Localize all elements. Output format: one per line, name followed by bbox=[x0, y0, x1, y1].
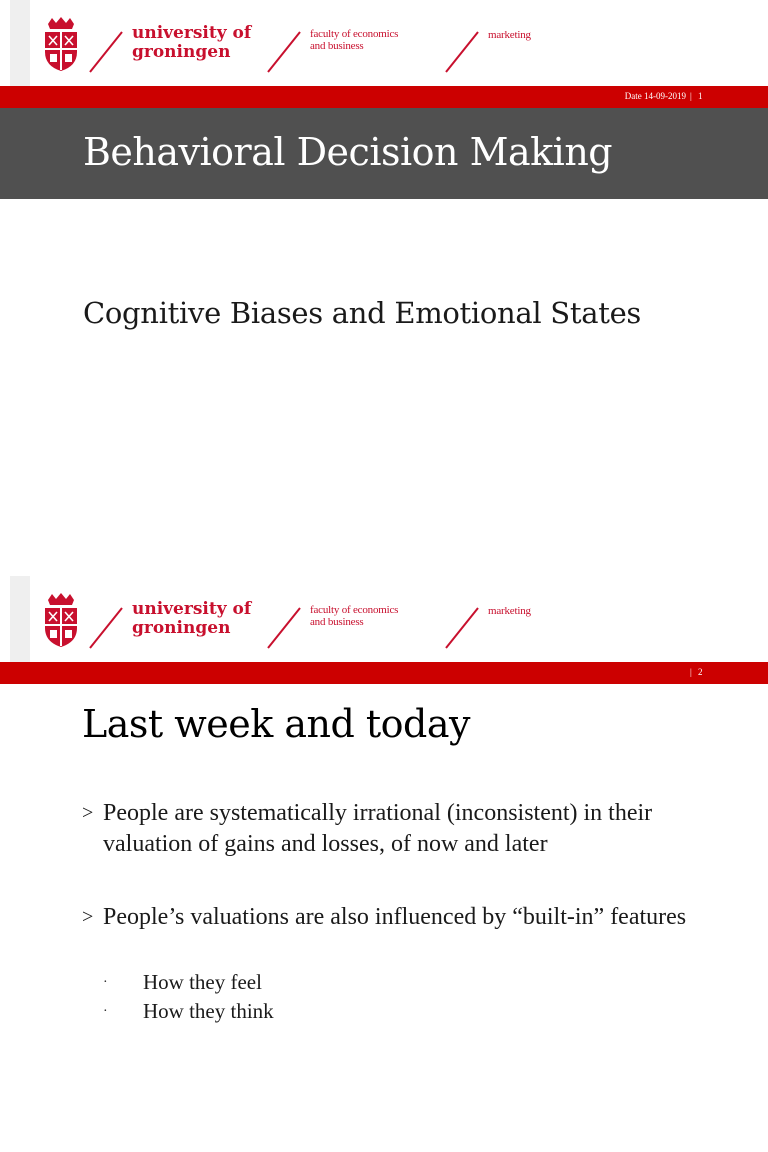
sub-bullet-text: How they feel bbox=[143, 970, 262, 994]
slide-info-bar bbox=[0, 662, 768, 684]
slash-divider-icon bbox=[88, 606, 124, 650]
separator: | bbox=[690, 91, 692, 101]
slide-title: Last week and today bbox=[82, 702, 470, 746]
page-number: 1 bbox=[698, 91, 703, 101]
department-name: marketing bbox=[488, 29, 531, 41]
bullet-list bbox=[82, 798, 722, 975]
bullet-text: People’s valuations are also influenced by “built-in” features bbox=[103, 904, 687, 930]
university-crest-icon bbox=[42, 16, 80, 72]
list-item bbox=[103, 997, 274, 1026]
bullet-marker: > bbox=[82, 906, 94, 928]
slide-info-bar bbox=[0, 86, 768, 108]
slide-title: Behavioral Decision Making bbox=[83, 130, 613, 174]
separator: | bbox=[690, 667, 692, 677]
slide-date: Date 14-09-2019 bbox=[624, 91, 686, 101]
slide-subtitle: Cognitive Biases and Emotional States bbox=[83, 296, 642, 330]
slash-divider-icon bbox=[266, 30, 302, 74]
side-accent-bar bbox=[10, 0, 30, 86]
slash-divider-icon bbox=[444, 606, 480, 650]
department-name: marketing bbox=[488, 605, 531, 617]
sub-bullet-marker: · bbox=[103, 975, 108, 990]
slash-divider-icon bbox=[88, 30, 124, 74]
slash-divider-icon bbox=[444, 30, 480, 74]
slide-header bbox=[0, 576, 768, 662]
slide-2 bbox=[0, 576, 768, 1152]
sub-bullet-list bbox=[103, 968, 274, 1026]
slash-divider-icon bbox=[266, 606, 302, 650]
faculty-name: faculty of economics and business bbox=[310, 604, 399, 628]
sub-bullet-text: How they think bbox=[143, 999, 274, 1023]
list-item bbox=[82, 902, 722, 933]
page-number: 2 bbox=[698, 667, 703, 677]
bullet-text: People are systematically irrational (inconsistent) in their valuation of gains and losses, of now and later bbox=[103, 800, 653, 857]
side-accent-bar bbox=[10, 576, 30, 662]
university-name: university of groningen bbox=[132, 599, 252, 638]
list-item bbox=[103, 968, 274, 997]
sub-bullet-marker: · bbox=[103, 1004, 108, 1019]
bullet-marker: > bbox=[82, 802, 94, 824]
title-band bbox=[0, 108, 768, 199]
list-item bbox=[82, 798, 722, 860]
university-name: university of groningen bbox=[132, 23, 252, 62]
university-crest-icon bbox=[42, 592, 80, 648]
slide-header bbox=[0, 0, 768, 86]
faculty-name: faculty of economics and business bbox=[310, 28, 399, 52]
